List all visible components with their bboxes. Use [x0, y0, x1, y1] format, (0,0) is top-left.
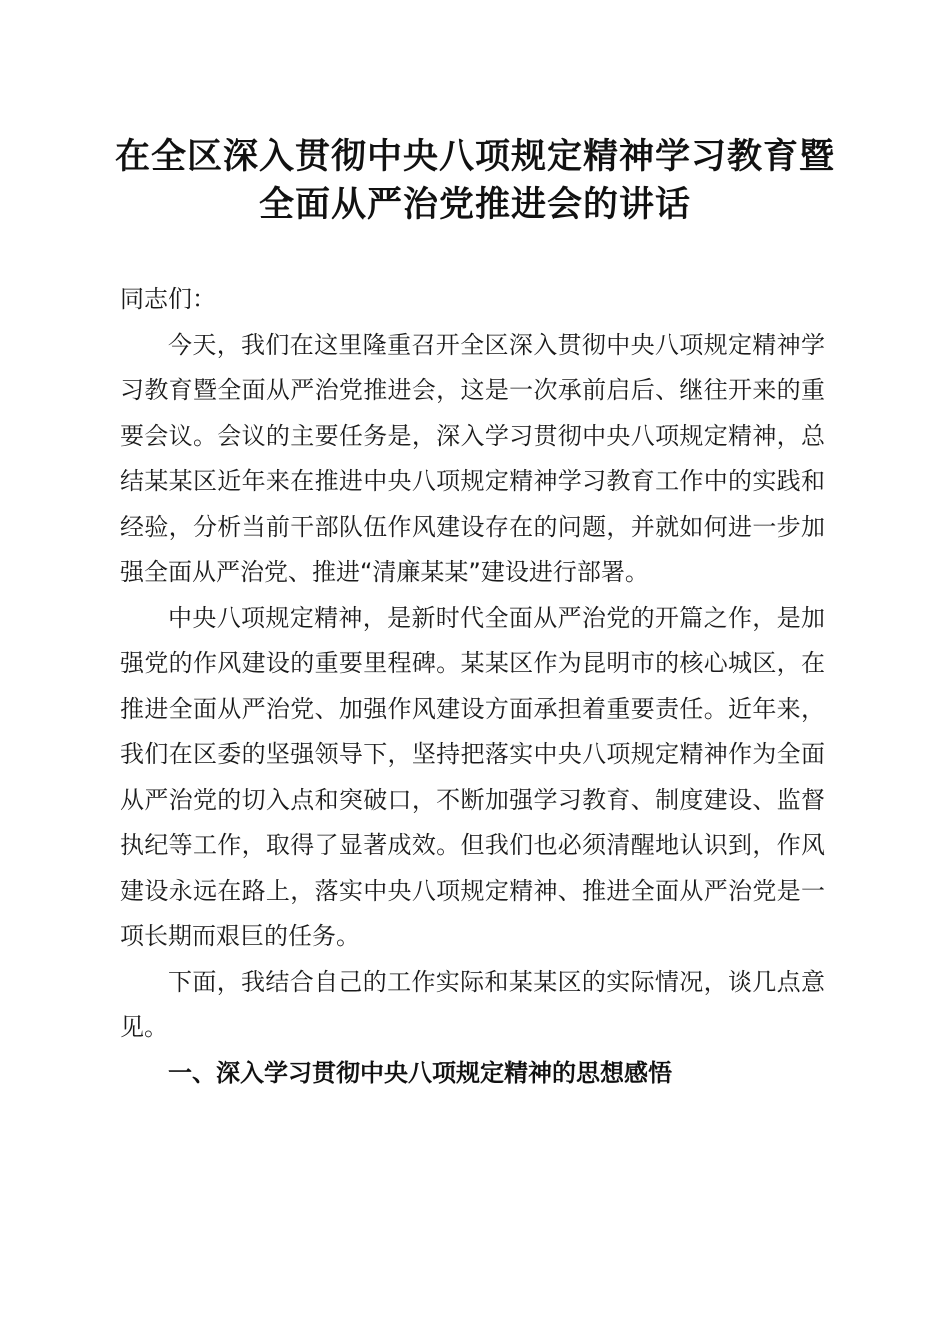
salutation: 同志们：: [120, 285, 216, 313]
title-line-2: 全面从严治党推进会的讲话: [258, 184, 691, 225]
section-heading: 一、深入学习贯彻中央八项规定精神的思想感悟: [168, 1058, 672, 1087]
title-line-1: 在全区深入贯彻中央八项规定精神学习教育暨: [114, 136, 835, 177]
paragraph-background: 中央八项规定精神，是新时代全面从严治党的开篇之作，是加强党的作风建设的重要里程碑。某某区作为昆明市的核心城区，在推进全面从严治党、加强作风建设方面承担着重要责任。近年来，我们在区委的坚强领导下，坚持把落实中央八项规定精神作为全面从严治党的切入点和突破口，不断加强学习教育、制度建设、监督执纪等工作，取得了显著成效。但我们也必须清醒地认识到，作风建设永远在路上，落实中央八项规定精神、推进全面从严治党是一项长期而艰巨的任务。: [120, 603, 825, 950]
paragraph-opening: 今天，我们在这里隆重召开全区深入贯彻中央八项规定精神学习教育暨全面从严治党推进会，这是一次承前启后、继往开来的重要会议。会议的主要任务是，深入学习贯彻中央八项规定精神，总结某某区近年来在推进中央八项规定精神学习教育工作中的实践和经验，分析当前干部队伍作风建设存在的问题，并就如何进一步加强全面从严治党、推进“清廉某某”建设进行部署。: [120, 330, 825, 586]
document-body: [120, 277, 825, 1096]
paragraph-transition: 下面，我结合自己的工作实际和某某区的实际情况，谈几点意见。: [120, 967, 825, 1041]
document-title: [100, 133, 850, 229]
